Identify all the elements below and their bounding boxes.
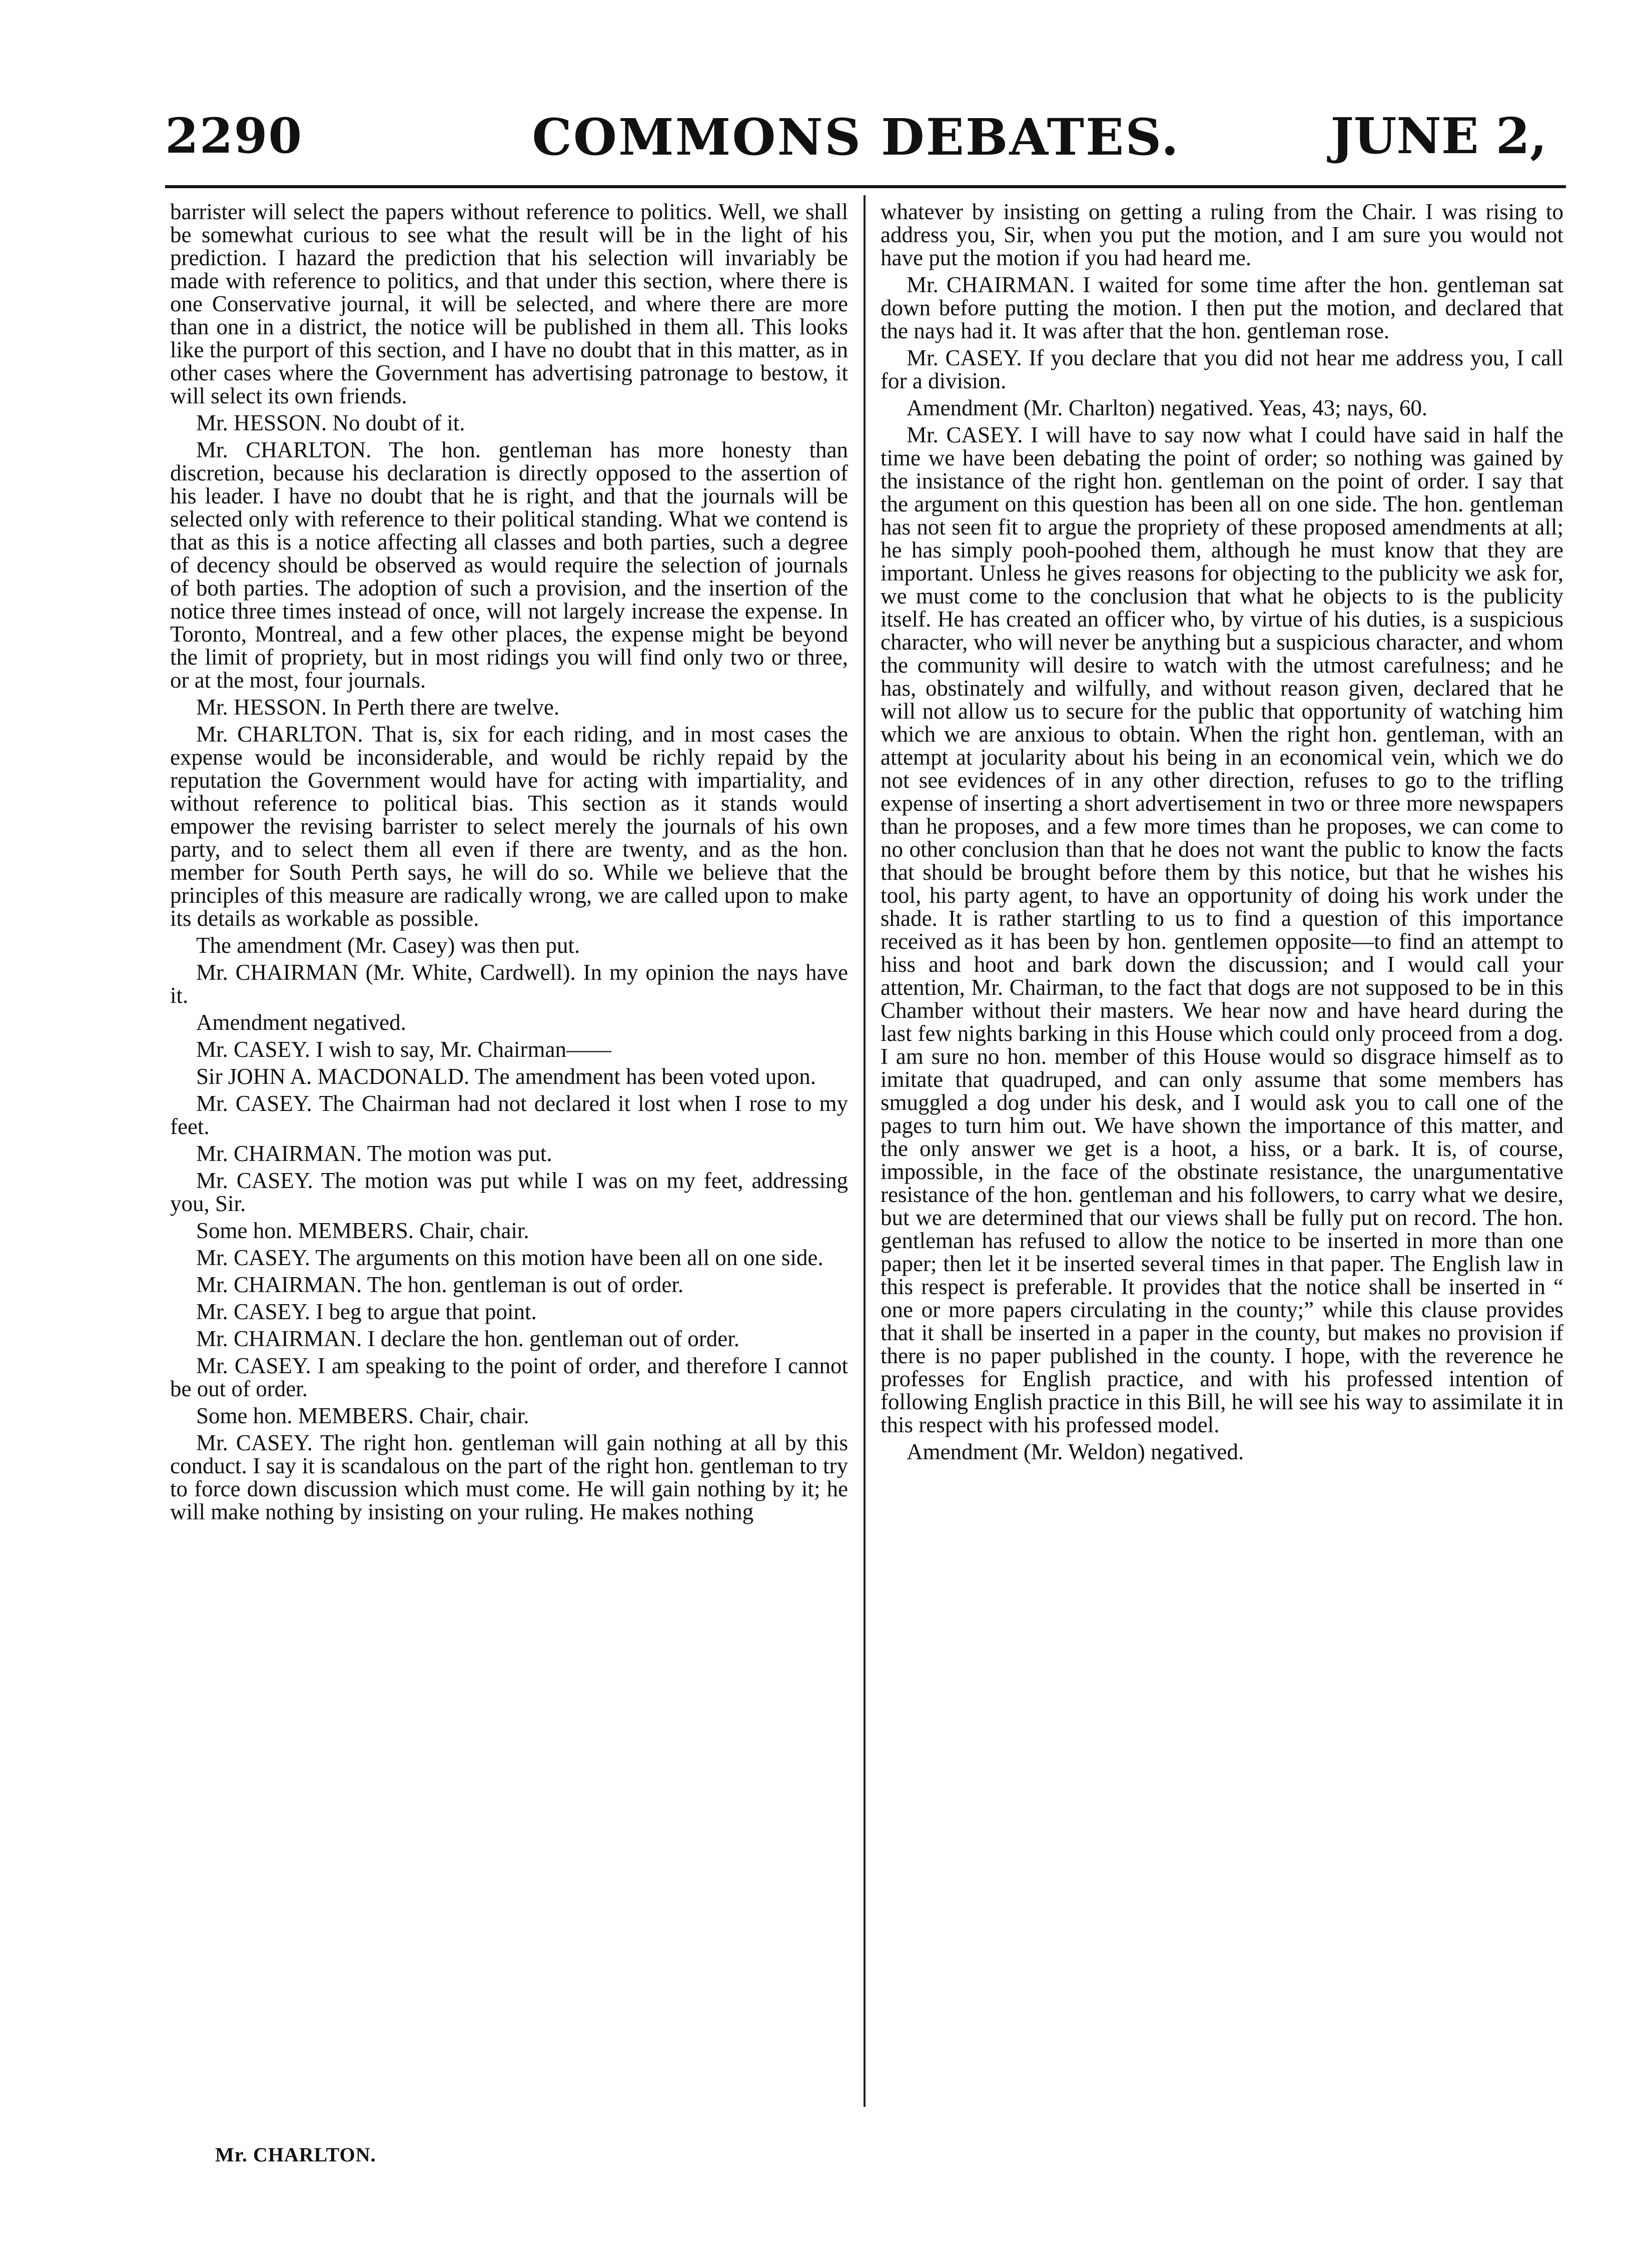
paragraph: Mr. CASEY. I will have to say now what I could have said in half the time we have been debating the point of order; so nothing was gained by the insistance of the right hon. gentleman on the point of order. I say that the argument on this question has been all on one side. The hon. gentleman has not seen fit to argue the propriety of these proposed amendments at all; he has simply pooh-poohed them, although he must know that they are important. Unless he gives reasons for objecting to the publicity we ask for, we must come to the conclusion that what he objects to is the publicity itself. He has created an officer who, by virtue of his duties, is a suspicious character, who will never be anything but a suspicious character, and whom the community will desire to watch with the utmost carefulness; and he has, obstinately and wilfully, and without reason given, declared that he will not allow us to secure for the public that opportunity of watching him which we are anxious to obtain. When the right hon. gentleman, with an attempt at jocularity about his being in an economical vein, which we do not see evidences of in any other direction, refuses to go to the trifling expense of inserting a short advertisement in two or three more newspapers than he proposes, and a few more times than he proposes, we can come to no other conclusion than that he does not want the public to know the facts that should be brought before them by this notice, but that he wishes his tool, his party agent, to have an opportunity of doing his work under the shade. It is rather startling to us to find a question of this importance received as it has been by hon. gentlemen opposite—to find an attempt to hiss and hoot and bark down the discussion; and I would call your attention, Mr. Chairman, to the fact that dogs are not supposed to be in this Chamber without their masters. We hear now and have heard during the last few nights barking in this House which could only proceed from a dog. I am sure no hon. member of this House would so disgrace himself as to imitate that quadruped, and can only assume that some members has smuggled a dog under his desk, and I would ask you to call one of the pages to turn him out. We have shown the importance of this matter, and the only answer we get is a hoot, a hiss, or a bark. It is, of course, impossible, in the face of the obstinate resistance, the unargumentative resistance of the hon. gentleman and his followers, to carry what we desire, but we are determined that our views shall be fully put on record. The hon. gentleman has refused to allow the notice to be inserted in more than one paper; then let it be inserted several times in that paper. The English law in this respect is preferable. It provides that the notice shall be inserted in “ one or more papers circulating in the county;” while this clause provides that it shall be inserted in a paper in the county, but makes no provision if there is no paper published in the county. I hope, with the reverence he professes for English practice, and with his professed intention of following English practice in this Bill, he will see his way to assimilate it in this respect with his professed model.: [881, 422, 1563, 1437]
paragraph: Sir JOHN A. MACDONALD. The amendment has been voted upon.: [196, 1064, 816, 1089]
paragraph: Mr. CASEY. The right hon. gentleman will gain nothing at all by this conduct. I say it is scandalous on the part of the right hon. gentleman to try to force down discussion which must come. He will gain nothing by it; he will make nothing by insisting on your ruling. He makes nothing: [170, 1430, 848, 1524]
paragraph: Mr. CHAIRMAN. I declare the hon. gentleman out of order.: [196, 1326, 739, 1351]
paragraph: Mr. CASEY. The motion was put while I was on my feet, addressing you, Sir.: [170, 1168, 848, 1216]
paragraph: Mr. CASEY. The arguments on this motion have been all on one side.: [196, 1245, 823, 1270]
paragraph: Mr. HESSON. No doubt of it.: [196, 410, 465, 435]
paragraph: Mr. CHAIRMAN. I waited for some time after the hon. gentleman sat down before putting the motion. I then put the motion, and declared that the nays had it. It was after that the hon. gentleman rose.: [881, 272, 1563, 343]
publication-title: COMMONS DEBATES.: [532, 108, 1180, 167]
page-number: 2290: [165, 108, 303, 164]
paragraph: Mr. CHARLTON. The hon. gentleman has more honesty than discretion, because his declaration is directly opposed to the assertion of his leader. I have no doubt that he is right, and that the journals will be selected only with reference to their political standing. What we contend is that as this is a notice affecting all classes and both parties, such a degree of decency should be observed as would require the selection of journals of both parties. The adoption of such a provision, and the insertion of the notice three times instead of once, will not largely increase the expense. In Toronto, Montreal, and a few other places, the expense might be beyond the limit of propriety, but in most ridings you will find only two or three, or at the most, four journals.: [170, 437, 848, 693]
paragraph: whatever by insisting on getting a ruling from the Chair. I was rising to address you, Sir, when you put the motion, and I am sure you would not have put the motion if you had heard me.: [881, 200, 1563, 270]
header-date: JUNE 2,: [1330, 108, 1547, 165]
paragraph: The amendment (Mr. Casey) was then put.: [196, 933, 580, 958]
column-divider: [864, 195, 866, 2107]
paragraph: Some hon. MEMBERS. Chair, chair.: [196, 1218, 529, 1243]
header-rule: [165, 185, 1566, 188]
page-header: [165, 108, 1547, 178]
paragraph: Mr. HESSON. In Perth there are twelve.: [196, 695, 560, 720]
paragraph: Mr. CASEY. I am speaking to the point of order, and therefore I cannot be out of order.: [170, 1353, 848, 1401]
paragraph: Mr. CASEY. I beg to argue that point.: [196, 1299, 537, 1324]
left-column: [170, 200, 848, 2137]
paragraph: barrister will select the papers without reference to politics. Well, we shall be somewhat curious to see what the result will be in the light of his prediction. I hazard the prediction that his selection will invariably be made with reference to politics, and that under this section, where there is one Conservative journal, it will be selected, and where there are more than one in a district, the notice will be published in them all. This looks like the purport of this section, and I have no doubt that in this matter, as in other cases where the Government has advertising patronage to bestow, it will select its own friends.: [170, 200, 848, 408]
paragraph: Mr. CASEY. The Chairman had not declared it lost when I rose to my feet.: [170, 1091, 848, 1139]
right-column: [881, 200, 1563, 2137]
paragraph: Mr. CHAIRMAN. The hon. gentleman is out of order.: [196, 1272, 684, 1297]
paragraph: Mr. CHAIRMAN. The motion was put.: [196, 1141, 552, 1166]
footer-running-name: Mr. CHARLTON.: [215, 2143, 376, 2166]
paragraph: Mr. CHARLTON. That is, six for each riding, and in most cases the expense would be inconsiderable, and would be richly repaid by the reputation the Government would have for acting with impartiality, and without reference to political bias. This section as it stands would empower the revising barrister to select merely the journals of his own party, and to select them all even if there are twenty, and as the hon. member for South Perth says, he will do so. While we believe that the principles of this measure are radically wrong, we are called upon to make its details as workable as possible.: [170, 722, 848, 931]
paragraph: Some hon. MEMBERS. Chair, chair.: [196, 1403, 529, 1428]
paragraph: Mr. CHAIRMAN (Mr. White, Cardwell). In my opinion the nays have it.: [170, 960, 848, 1008]
paragraph: Amendment (Mr. Weldon) negatived.: [907, 1439, 1244, 1464]
paragraph: Amendment (Mr. Charlton) negatived. Yeas, 43; nays, 60.: [907, 395, 1428, 420]
paragraph: Mr. CASEY. If you declare that you did not hear me address you, I call for a division.: [881, 345, 1563, 393]
paragraph: Mr. CASEY. I wish to say, Mr. Chairman——: [196, 1037, 612, 1062]
paragraph: Amendment negatived.: [196, 1010, 406, 1035]
